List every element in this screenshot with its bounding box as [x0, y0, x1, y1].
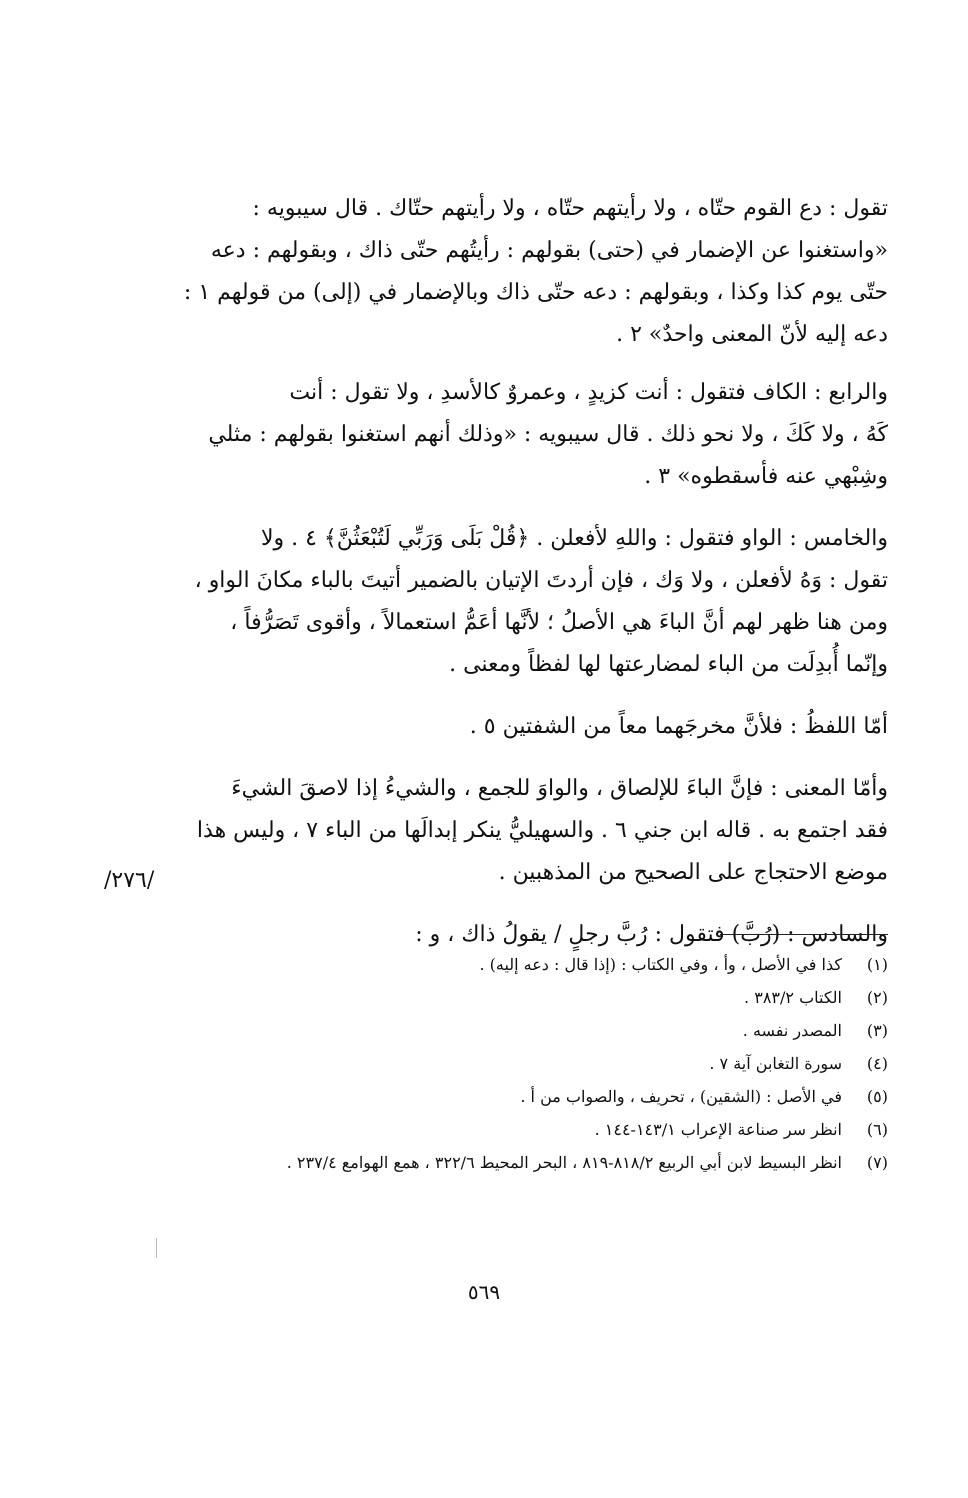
footnote: [188, 1014, 888, 1047]
text-line: موضع الاحتجاج على الصحيح من المذهبين .: [498, 860, 888, 885]
footnote-text: الكتاب ٣٨٣/٢ .: [744, 988, 842, 1007]
footnote-text: كذا في الأصل ، وأ ، وفي الكتاب : (إذا قال : دعه إليه) .: [479, 955, 842, 974]
footnote-text: انظر البسيط لابن أبي الربيع ٨١٨/٢-٨١٩ ، البحر المحيط ٣٢٢/٦ ، همع الهوامع ٢٣٧/٤ .: [286, 1153, 842, 1172]
paragraph: [188, 768, 888, 894]
text-line: «واستغنوا عن الإضمار في (حتى) بقولهم : رأيتُهم حتّى ذاك ، وبقولهم : دعه: [210, 238, 888, 263]
footnote-number: (٤): [866, 1054, 888, 1073]
page-number: ٥٦٩: [467, 1280, 501, 1304]
footnote-text: في الأصل : (الشقين) ، تحريف ، والصواب من أ .: [520, 1087, 842, 1106]
text-line: والسادس : (رُبَّ) فتقول : رُبَّ رجلٍ / يقولُ ذاك ، و :: [415, 922, 888, 947]
footnote: [188, 1080, 888, 1113]
text-line: حتّى يوم كذا وكذا ، وبقولهم : دعه حتّى ذاك وبالإضمار في (إلى) من قولهم ١ :: [183, 280, 888, 305]
footnote-divider: [720, 934, 888, 935]
text-line: والرابع : الكاف فتقول : أنت كزيدٍ ، وعمروٌ كالأسدِ ، ولا تقول : أنت: [289, 380, 888, 405]
footnote-number: (٧): [866, 1153, 888, 1172]
footnote-number: (١): [866, 955, 888, 974]
footnotes: [188, 948, 888, 1179]
paragraph: [188, 706, 888, 748]
footnote-number: (٢): [866, 988, 888, 1007]
footnote: [188, 948, 888, 981]
text-line: تقول : دع القوم حتّاه ، ولا رأيتهم حتّاه ، ولا رأيتهم حتّاك . قال سيبويه :: [252, 196, 888, 221]
manuscript-folio-marker: /٢٧٦/: [104, 868, 155, 893]
footnote: [188, 981, 888, 1014]
text-line: فقد اجتمع به . قاله ابن جني ٦ . والسهيليُّ ينكر إبدالَها من الباء ٧ ، وليس هذا: [196, 818, 888, 843]
text-line: وإنّما أُبدِلَت من الباء لمضارعتها لها لفظاً ومعنى .: [449, 652, 888, 677]
text-line: وشِبْهي عنه فأسقطوه» ٣ .: [644, 464, 888, 489]
text-line: أمّا اللفظُ : فلأنَّ مخرجَهما معاً من الشفتين ٥ .: [469, 714, 888, 739]
footnote-text: سورة التغابن آية ٧ .: [709, 1054, 842, 1073]
paragraph: [188, 518, 888, 686]
main-text: [183, 188, 888, 976]
text-line: ومن هنا ظهر لهم أنَّ الباءَ هي الأصلُ ؛ لأنَّها أعَمُّ استعمالاً ، وأقوى تَصَرُّفاً ،: [230, 610, 888, 635]
footnote-number: (٦): [866, 1120, 888, 1139]
text-line: دعه إليه لأنّ المعنى واحدٌ» ٢ .: [616, 322, 888, 347]
text-line: والخامس : الواو فتقول : واللهِ لأفعلن . ﴿قُلْ بَلَى وَرَبِّي لَتُبْعَثُنَّ﴾ ٤ . ولا: [260, 526, 888, 551]
footnote-number: (٣): [866, 1021, 888, 1040]
scan-edge-mark: [156, 1238, 157, 1258]
footnote-text: انظر سر صناعة الإعراب ١٤٣/١-١٤٤ .: [594, 1120, 842, 1139]
paragraph: [188, 372, 888, 498]
text-line: كَهُ ، ولا كَكَ ، ولا نحو ذلك . قال سيبويه : «وذلك أنهم استغنوا بقولهم : مثلي: [208, 422, 888, 447]
footnote-number: (٥): [866, 1087, 888, 1106]
footnote: [188, 1047, 888, 1080]
footnote-text: المصدر نفسه .: [742, 1021, 842, 1040]
footnote: [188, 1146, 888, 1179]
text-line: تقول : وَهُ لأفعلن ، ولا وَك ، فإن أردتَ الإتيان بالضمير أتيتَ بالباء مكانَ الواو ،: [194, 568, 888, 593]
paragraph: [183, 188, 888, 356]
text-line: وأمّا المعنى : فإنَّ الباءَ للإلصاق ، والواوَ للجمع ، والشيءُ إذا لاصقَ الشيءَ: [231, 776, 888, 801]
footnote: [188, 1113, 888, 1146]
